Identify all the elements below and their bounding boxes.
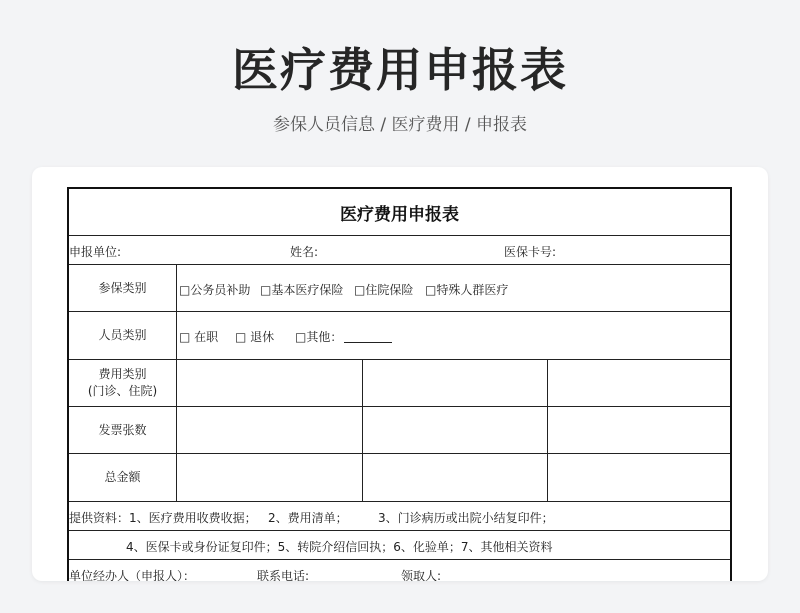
invoice-count-cell[interactable]	[363, 407, 547, 453]
option-other-label: □其他：	[295, 330, 343, 344]
phone-field[interactable]: 联系电话:	[257, 569, 310, 581]
expense-category-label-line2: (门诊、住院)	[87, 384, 158, 398]
receiver-field[interactable]: 领取人:	[401, 569, 442, 581]
total-amount-cell[interactable]	[177, 454, 362, 501]
materials-item: 3、门诊病历或出院小结复印件；	[378, 511, 554, 525]
page-title: 医疗费用申报表	[232, 43, 568, 97]
total-amount-cell[interactable]	[548, 454, 730, 501]
option-other[interactable]	[295, 328, 392, 345]
total-amount-cell[interactable]	[363, 454, 547, 501]
option-special-population[interactable]: □特殊人群医疗	[425, 283, 509, 297]
insurance-category-row	[69, 265, 730, 312]
personnel-category-label: 人员类别	[98, 328, 147, 342]
total-amount-label: 总金额	[104, 470, 141, 484]
option-civil-servant-subsidy[interactable]: □公务员补助	[179, 283, 251, 297]
handler-field[interactable]: 单位经办人（申报人）：	[69, 569, 196, 581]
option-retired[interactable]: □ 退休	[235, 330, 275, 344]
page-subtitle: 参保人员信息 / 医疗费用 / 申报表	[272, 115, 528, 135]
materials-item: 提供资料：1、医疗费用收费收据；	[69, 511, 257, 525]
invoice-count-cell[interactable]	[177, 407, 362, 453]
expense-category-cell[interactable]	[177, 360, 362, 406]
expense-category-label-line1: 费用类别	[98, 367, 147, 381]
option-hospitalization-insurance[interactable]: □住院保险	[354, 283, 414, 297]
header-fields-row	[69, 236, 730, 265]
materials-row-2	[69, 531, 730, 560]
insurance-category-label: 参保类别	[98, 280, 147, 295]
insurance-card-field[interactable]: 医保卡号:	[504, 245, 557, 259]
applicant-unit-field[interactable]: 申报单位:	[69, 245, 122, 259]
form-card	[32, 167, 768, 581]
materials-row	[69, 502, 730, 531]
form-title: 医疗费用申报表	[340, 204, 459, 225]
personnel-category-row	[69, 312, 730, 360]
expense-category-label	[69, 360, 176, 406]
footer-fields-row	[69, 560, 730, 581]
form-title-row	[69, 189, 730, 236]
other-blank-line[interactable]	[344, 342, 392, 343]
expense-category-cell[interactable]	[548, 360, 730, 406]
declaration-form	[67, 187, 732, 581]
expense-category-cell[interactable]	[363, 360, 547, 406]
total-amount-row	[69, 454, 730, 502]
invoice-count-row	[69, 407, 730, 454]
option-employed[interactable]: □ 在职	[179, 330, 219, 344]
name-field[interactable]: 姓名:	[290, 245, 319, 259]
invoice-count-label: 发票张数	[98, 422, 147, 437]
invoice-count-cell[interactable]	[548, 407, 730, 453]
materials-item: 2、费用清单；	[268, 511, 348, 525]
expense-category-row	[69, 360, 730, 407]
option-basic-medical-insurance[interactable]: □基本医疗保险	[260, 283, 344, 297]
materials-item: 4、医保卡或身份证复印件；5、转院介绍信回执；6、化验单；7、其他相关资料	[126, 540, 553, 554]
